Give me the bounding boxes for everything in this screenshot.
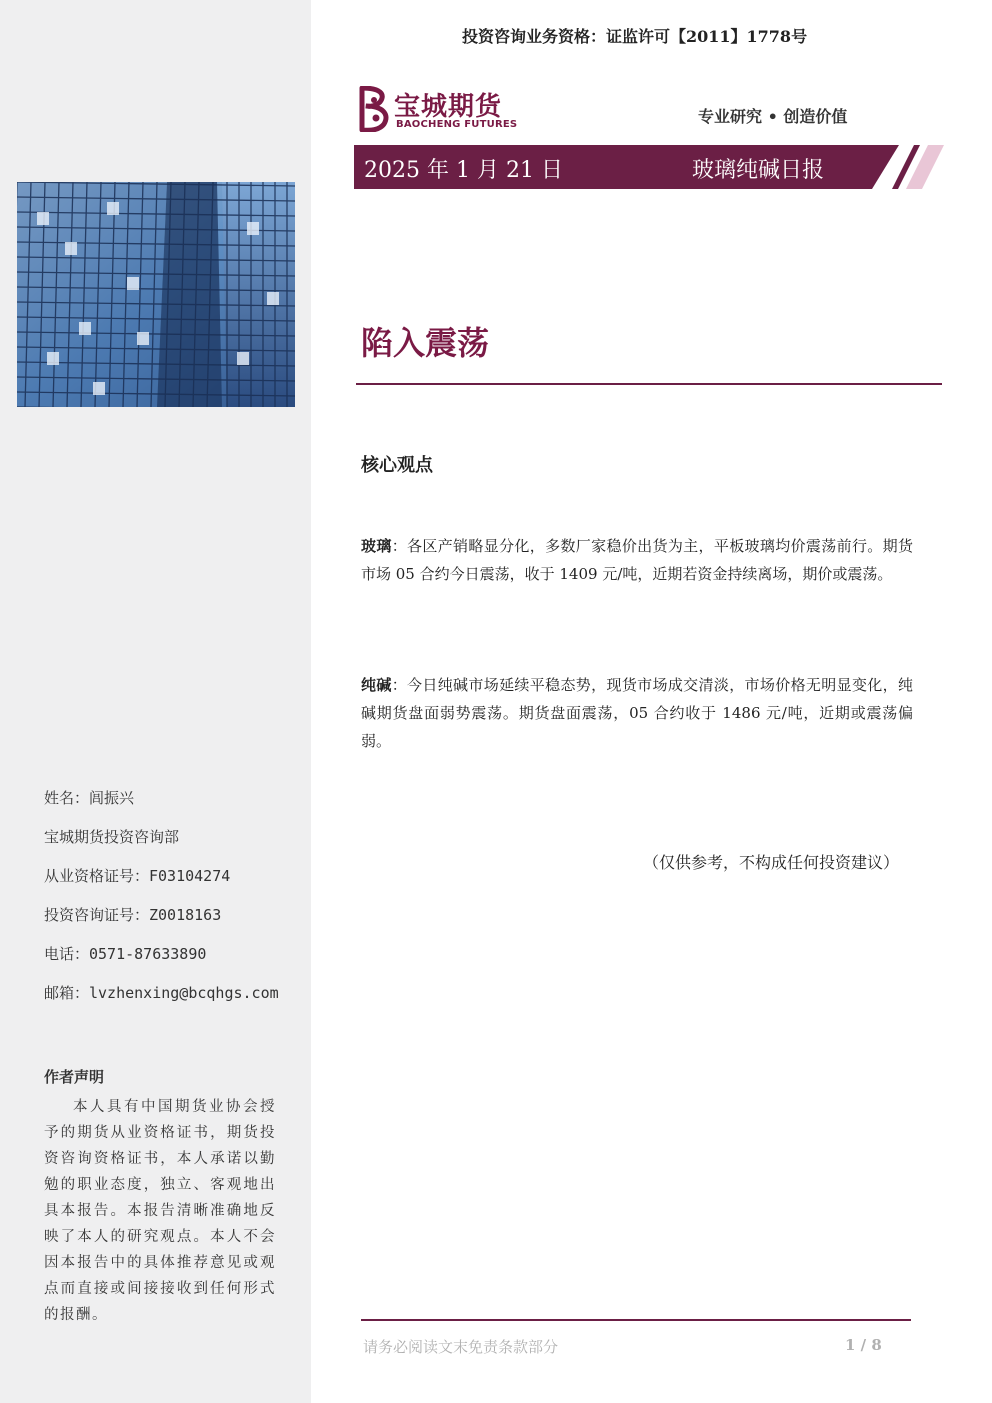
disclaimer-note: （仅供参考，不构成任何投资建议） bbox=[643, 853, 900, 872]
phone: 电话：0571-87633890 bbox=[44, 945, 207, 963]
section-title-core-view: 核心观点 bbox=[361, 455, 433, 476]
author-department: 宝城期货投资咨询部 bbox=[44, 828, 180, 846]
paragraph-soda-ash bbox=[361, 671, 913, 755]
page-number: 1 / 8 bbox=[845, 1336, 882, 1354]
author-contact bbox=[44, 786, 304, 1020]
headline: 陷入震荡 bbox=[361, 324, 490, 362]
paragraph-label: 玻璃 bbox=[361, 537, 392, 555]
paragraph-text: ：今日纯碱市场延续平稳态势，现货市场成交清淡，市场价格无明显变化，纯碱期货盘面弱势震荡。期货盘面震荡，05 合约收于 1486 元/吨，近期或震荡偏弱。 bbox=[361, 676, 913, 750]
report-name: 玻璃纯碱日报 bbox=[692, 158, 825, 183]
author-name: 姓名：闾振兴 bbox=[44, 789, 135, 807]
license-line: 投资咨询业务资格：证监许可【2011】1778号 bbox=[462, 27, 808, 46]
baocheng-logo-icon bbox=[356, 86, 392, 132]
footer-divider bbox=[361, 1319, 911, 1321]
declaration-title: 作者声明 bbox=[44, 1068, 105, 1086]
footer-disclaimer-hint: 请务必阅读文末免责条款部分 bbox=[363, 1338, 559, 1356]
paragraph-text: ：各区产销略显分化，多数厂家稳价出货为主，平板玻璃均价震荡前行。期货市场 05 合约今日震荡，收于 1409 元/吨，近期若资金持续离场，期价或震荡。 bbox=[361, 537, 913, 583]
paragraph-glass bbox=[361, 532, 913, 588]
email[interactable]: 邮箱：lvzhenxing@bcqhgs.com bbox=[44, 984, 279, 1002]
sidebar bbox=[0, 0, 311, 1403]
declaration-body: 本人具有中国期货业协会授予的期货从业资格证书，期货投资咨询资格证书，本人承诺以勤勉的职业态度，独立、客观地出具本报告。本报告清晰准确地反映了本人的研究观点。本人不会因本报告中的具体推荐意见或观点而直接或间接接收到任何形式的报酬。 bbox=[44, 1099, 276, 1323]
logo-text-cn: 宝城期货 bbox=[394, 92, 503, 122]
paragraph-label: 纯碱 bbox=[361, 676, 392, 694]
logo-text-en: BAOCHENG FUTURES bbox=[396, 119, 518, 130]
consulting-license-number: 投资咨询证号：Z0018163 bbox=[44, 906, 222, 924]
slogan: 专业研究 • 创造价值 bbox=[698, 107, 848, 126]
report-banner bbox=[354, 145, 944, 189]
building-image bbox=[17, 182, 295, 407]
company-logo bbox=[356, 86, 526, 134]
building-photo bbox=[17, 182, 295, 407]
qualification-number: 从业资格证号：F03104274 bbox=[44, 867, 231, 885]
divider bbox=[356, 383, 942, 385]
report-date: 2025 年 1 月 21 日 bbox=[364, 158, 563, 183]
